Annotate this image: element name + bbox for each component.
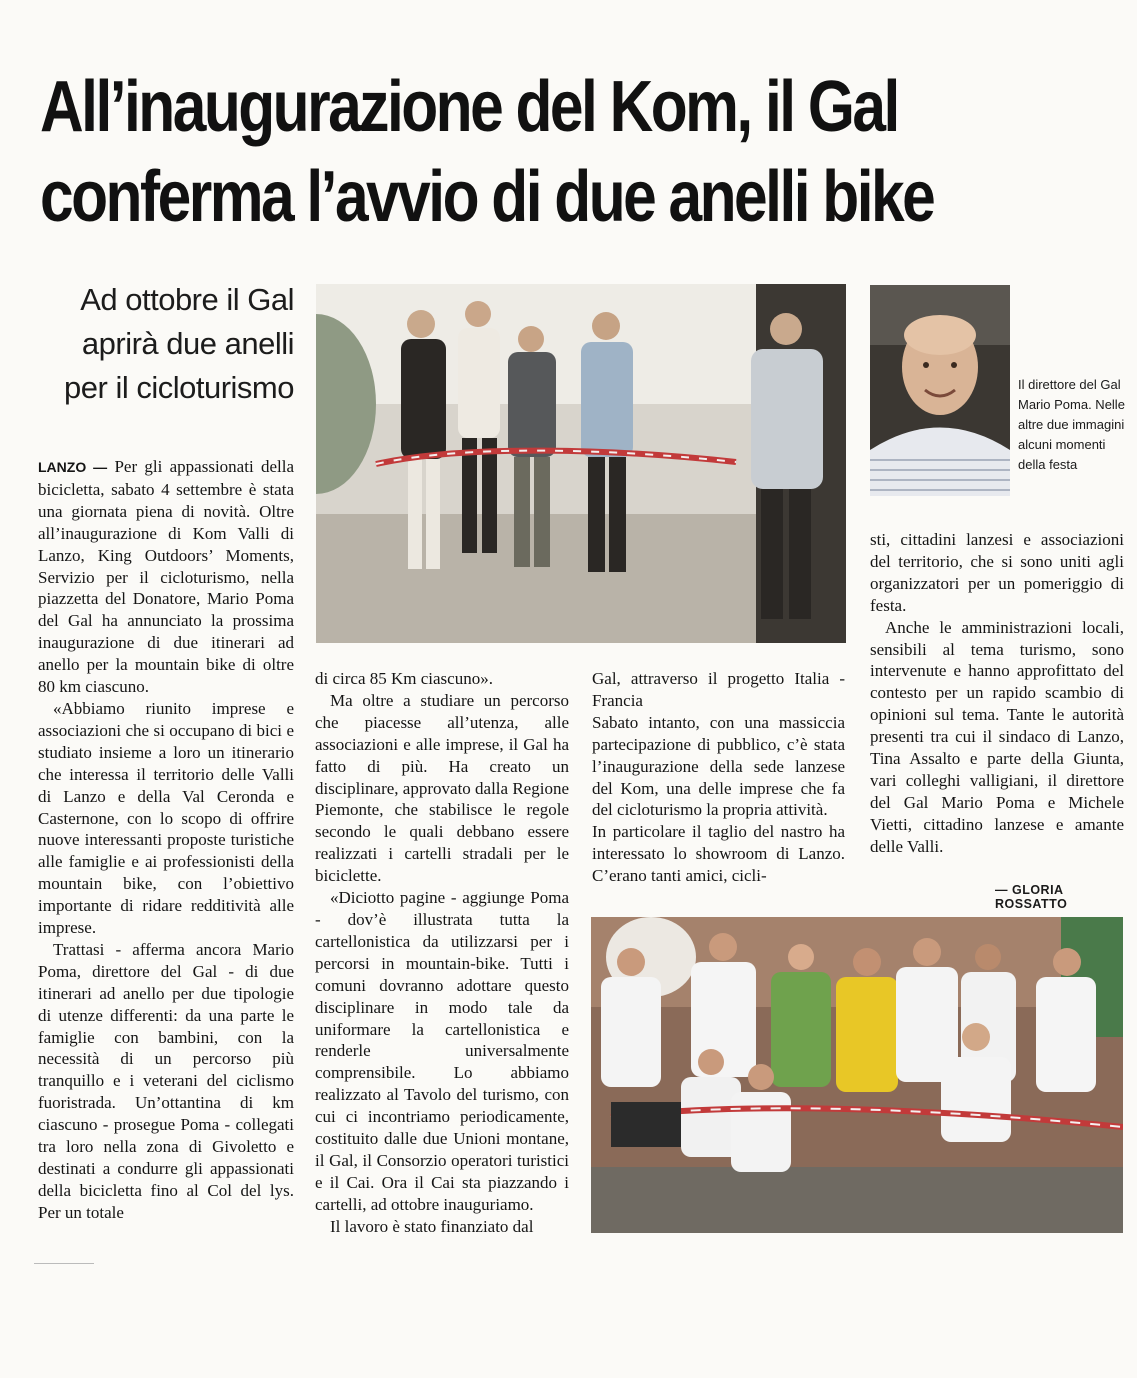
paragraph-text: Per gli appassionati della bicicletta, sabato 4 settembre è stata una giornata piena di novità. Oltre all’inaugurazione di Kom Valli di Lanzo, King Outdoors’ Moments, Servizio per il cicloturismo, nella piazzetta del Donatore, Mario Poma del Gal ha annunciato la prossima inaugurazione di due itinerari ad anello per la mountain bike di oltre 80 km ciascuno. bbox=[38, 457, 295, 697]
paragraph: sti, cittadini lanzesi e associazioni del territorio, che si sono uniti agli organizzatori per un pomeriggio di festa. bbox=[870, 530, 1124, 615]
byline: — GLORIA ROSSATTO bbox=[995, 883, 1068, 911]
paragraph: Sabato intanto, con una massiccia partecipazione di pubblico, c’è stata l’inaugurazione della sede lanzese del Kom, una delle imprese che fa del cicloturismo la propria attività. bbox=[592, 712, 845, 820]
group-photo bbox=[591, 917, 1123, 1233]
subhead-line-3: per il cicloturismo bbox=[64, 370, 294, 405]
paragraph: «Diciotto pagine - aggiunge Poma - dov’è illustrata tutta la cartellonistica da utilizzarsi per i percorsi in mountain-bike. Tutti i comuni dovranno adottare questo disciplinare in modo tale da uniformare la cartellonistica e renderle universalmente comprensibile. Lo abbiamo realizzato al Tavolo del turismo, con cui ci incontriamo periodicamente, costituito dalle due Unioni montane, il Gal, il Consorzio operatori turistici e il Cai. Ora il Cai sta piazzando i cartelli, ad ottobre inauguriamo. bbox=[315, 888, 569, 1214]
paragraph: Il lavoro è stato finanziato dal bbox=[330, 1216, 534, 1236]
column-3 bbox=[592, 668, 845, 887]
paragraph: Anche le amministrazioni locali, sensibili al tema turismo, sono intervenute e hanno approfittato del contesto per un rapido scambio di opinioni sul tema. Tante le autorità presenti tra cui il sindaco di Lanzo, Tina Assalto e parte della Giunta, vari colleghi valligiani, il direttore del Gal Mario Poma e Michele Vietti, cittadino lanzese e amante delle Valli. bbox=[870, 617, 1124, 856]
headline bbox=[40, 62, 934, 242]
paragraph: di circa 85 Km ciascuno». bbox=[315, 669, 493, 688]
photo-caption: Il direttore del Gal Mario Poma. Nelle altre due immagini alcuni momenti della festa bbox=[1018, 377, 1125, 472]
column-2 bbox=[315, 668, 569, 1238]
scan-mark bbox=[34, 1263, 94, 1264]
column-1 bbox=[38, 456, 294, 1224]
dateline: LANZO — bbox=[38, 459, 108, 475]
paragraph: Gal, attraverso il progetto Italia - Francia bbox=[592, 669, 845, 710]
paragraph: «Abbiamo riunito imprese e associazioni che si occupano di bici e studiato insieme a loro un itinerario che interessa il territorio delle Valli di Lanzo e della Val Ceronda e Casternone, con lo scopo di offrire nuove interessanti proposte turistiche alle famiglie e ai professionisti della mountain bike, con l’obiettivo importante di ridare redditività alle imprese. bbox=[38, 698, 294, 938]
paragraph: Trattasi - afferma ancora Mario Poma, direttore del Gal - di due itinerari ad anello per due tipologie di utenze differenti: da una parte le famiglie con bambini, con la necessità di un percorso più tranquillo e i veterani del ciclismo fuoristrada. Un’ottantina di km ciascuno - prosegue Poma - collegati tra loro nella zona di Givoletto e destinati a condurre gli appassionati della bicicletta fino al Col del lys. Per un totale bbox=[38, 939, 294, 1222]
subhead-line-2: aprirà due anelli bbox=[81, 326, 294, 361]
headline-line-2: conferma l’avvio di due anelli bike bbox=[40, 157, 934, 237]
column-4 bbox=[870, 529, 1124, 858]
portrait-photo bbox=[870, 285, 1010, 496]
subheadline bbox=[36, 278, 294, 410]
headline-line-1: All’inaugurazione del Kom, il Gal bbox=[40, 67, 898, 147]
ribbon-cutting-photo bbox=[316, 284, 846, 643]
paragraph: In particolare il taglio del nastro ha interessato lo showroom di Lanzo. C’erano tanti amici, cicli- bbox=[592, 822, 845, 886]
subhead-line-1: Ad ottobre il Gal bbox=[80, 282, 294, 317]
paragraph bbox=[38, 456, 294, 698]
paragraph: Ma oltre a studiare un percorso che piacesse all’utenza, alle associazioni e alle imprese, il Gal ha fatto di più. Ha creato un disciplinare, approvato dalla Regione Piemonte, che stabilisce le regole secondo le quali debbano essere realizzati i cartelli stradali per le biciclette. bbox=[315, 690, 569, 886]
